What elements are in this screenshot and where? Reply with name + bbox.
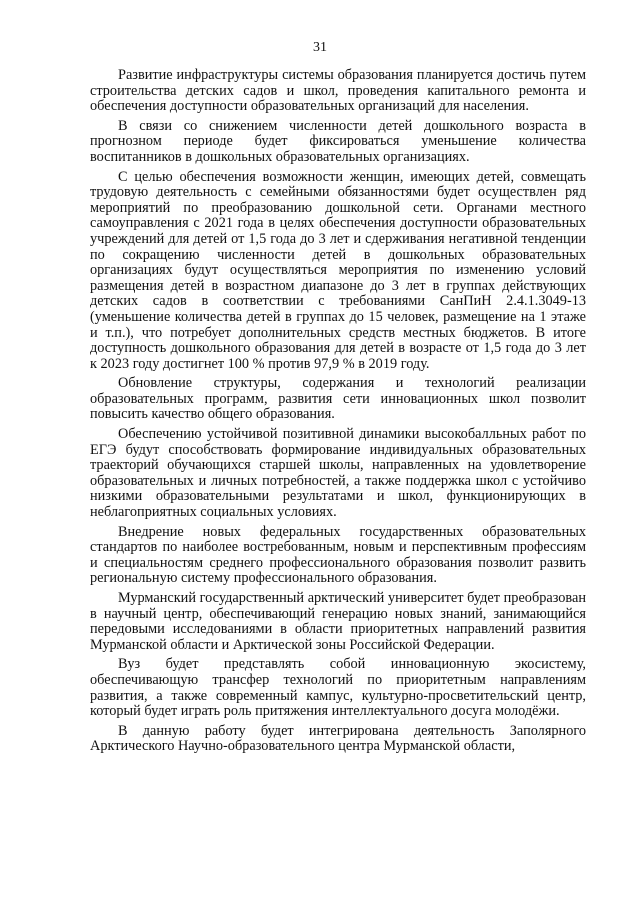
paragraph-preschool-network: С целью обеспечения возможности женщин, имеющих детей, совмещать трудовую деятельность с семейными обязанностями будет осуществлен ряд мероприятий по преобразованию дошкольной сети. Органами местного самоуправления с 2021 года в целях обеспечения доступности образовательных учреждений для детей от 1,5 года до 3 лет и сдерживания негативной тенденции по сокращению численности детей в дошкольных образовательных организациях будут осуществляться мероприятия по изменению условий размещения детей в возрастном диапазоне до 3 лет в группах действующих детских садов в соответствии с требованиями СанПиН 2.4.1.3049-13 (уменьшение количества детей в группах до 15 человек, размещение на 1 этаже и т.п.), что потребует дополнительных средств местных бюджетов. В итоге доступность дошкольного образования для детей в возрасте от 1,5 года до 3 лет к 2023 году достигнет 100 % против 97,9 % в 2019 году. xyxy=(90,168,586,372)
paragraph-exam-results: Обеспечению устойчивой позитивной динамики высокобалльных работ по ЕГЭ будут способствовать формирование индивидуальных образовательных траекторий обучающихся старшей школы, направленных на удовлетворение образовательных и личных потребностей, а также поддержка школ с устойчиво низкими образовательными результатами и школ, функционирующих в неблагоприятных социальных условиях. xyxy=(90,426,586,521)
paragraph-university: Мурманский государственный арктический университет будет преобразован в научный центр, обеспечивающий генерацию новых знаний, занимающийся передовыми исследованиями в области приоритетных направлений развития Мурманской области и Арктической зоны Российской Федерации. xyxy=(90,590,586,653)
document-body xyxy=(90,68,586,759)
paragraph-science-center: В данную работу будет интегрирована деятельность Заполярного Арктического Научно-образовательного центра Мурманской области, xyxy=(90,722,586,755)
paragraph-standards: Внедрение новых федеральных государственных образовательных стандартов по наиболее востребованным, новым и перспективным профессиям и специальностям среднего профессионального образования позволит развить региональную систему профессионального образования. xyxy=(90,523,586,587)
page-number: 31 xyxy=(313,40,327,55)
paragraph-preschool-decline: В связи со снижением численности детей дошкольного возраста в прогнозном периоде будет фиксироваться уменьшение количества воспитанников в дошкольных образовательных организациях. xyxy=(90,117,586,165)
paragraph-program-update: Обновление структуры, содержания и технологий реализации образовательных программ, развития сети инновационных школ позволит повысить качество общего образования. xyxy=(90,375,586,423)
paragraph-ecosystem: Вуз будет представлять собой инновационную экосистему, обеспечивающую трансфер технологий по приоритетным направлениям развития, а также современный кампус, культурно-просветительский центр, который будет играть роль притяжения интеллектуального досуга молодёжи. xyxy=(90,656,586,720)
paragraph-infrastructure: Развитие инфраструктуры системы образования планируется достичь путем строительства детских садов и школ, проведения капитального ремонта и обеспечения доступности образовательных организаций для населения. xyxy=(90,67,586,115)
